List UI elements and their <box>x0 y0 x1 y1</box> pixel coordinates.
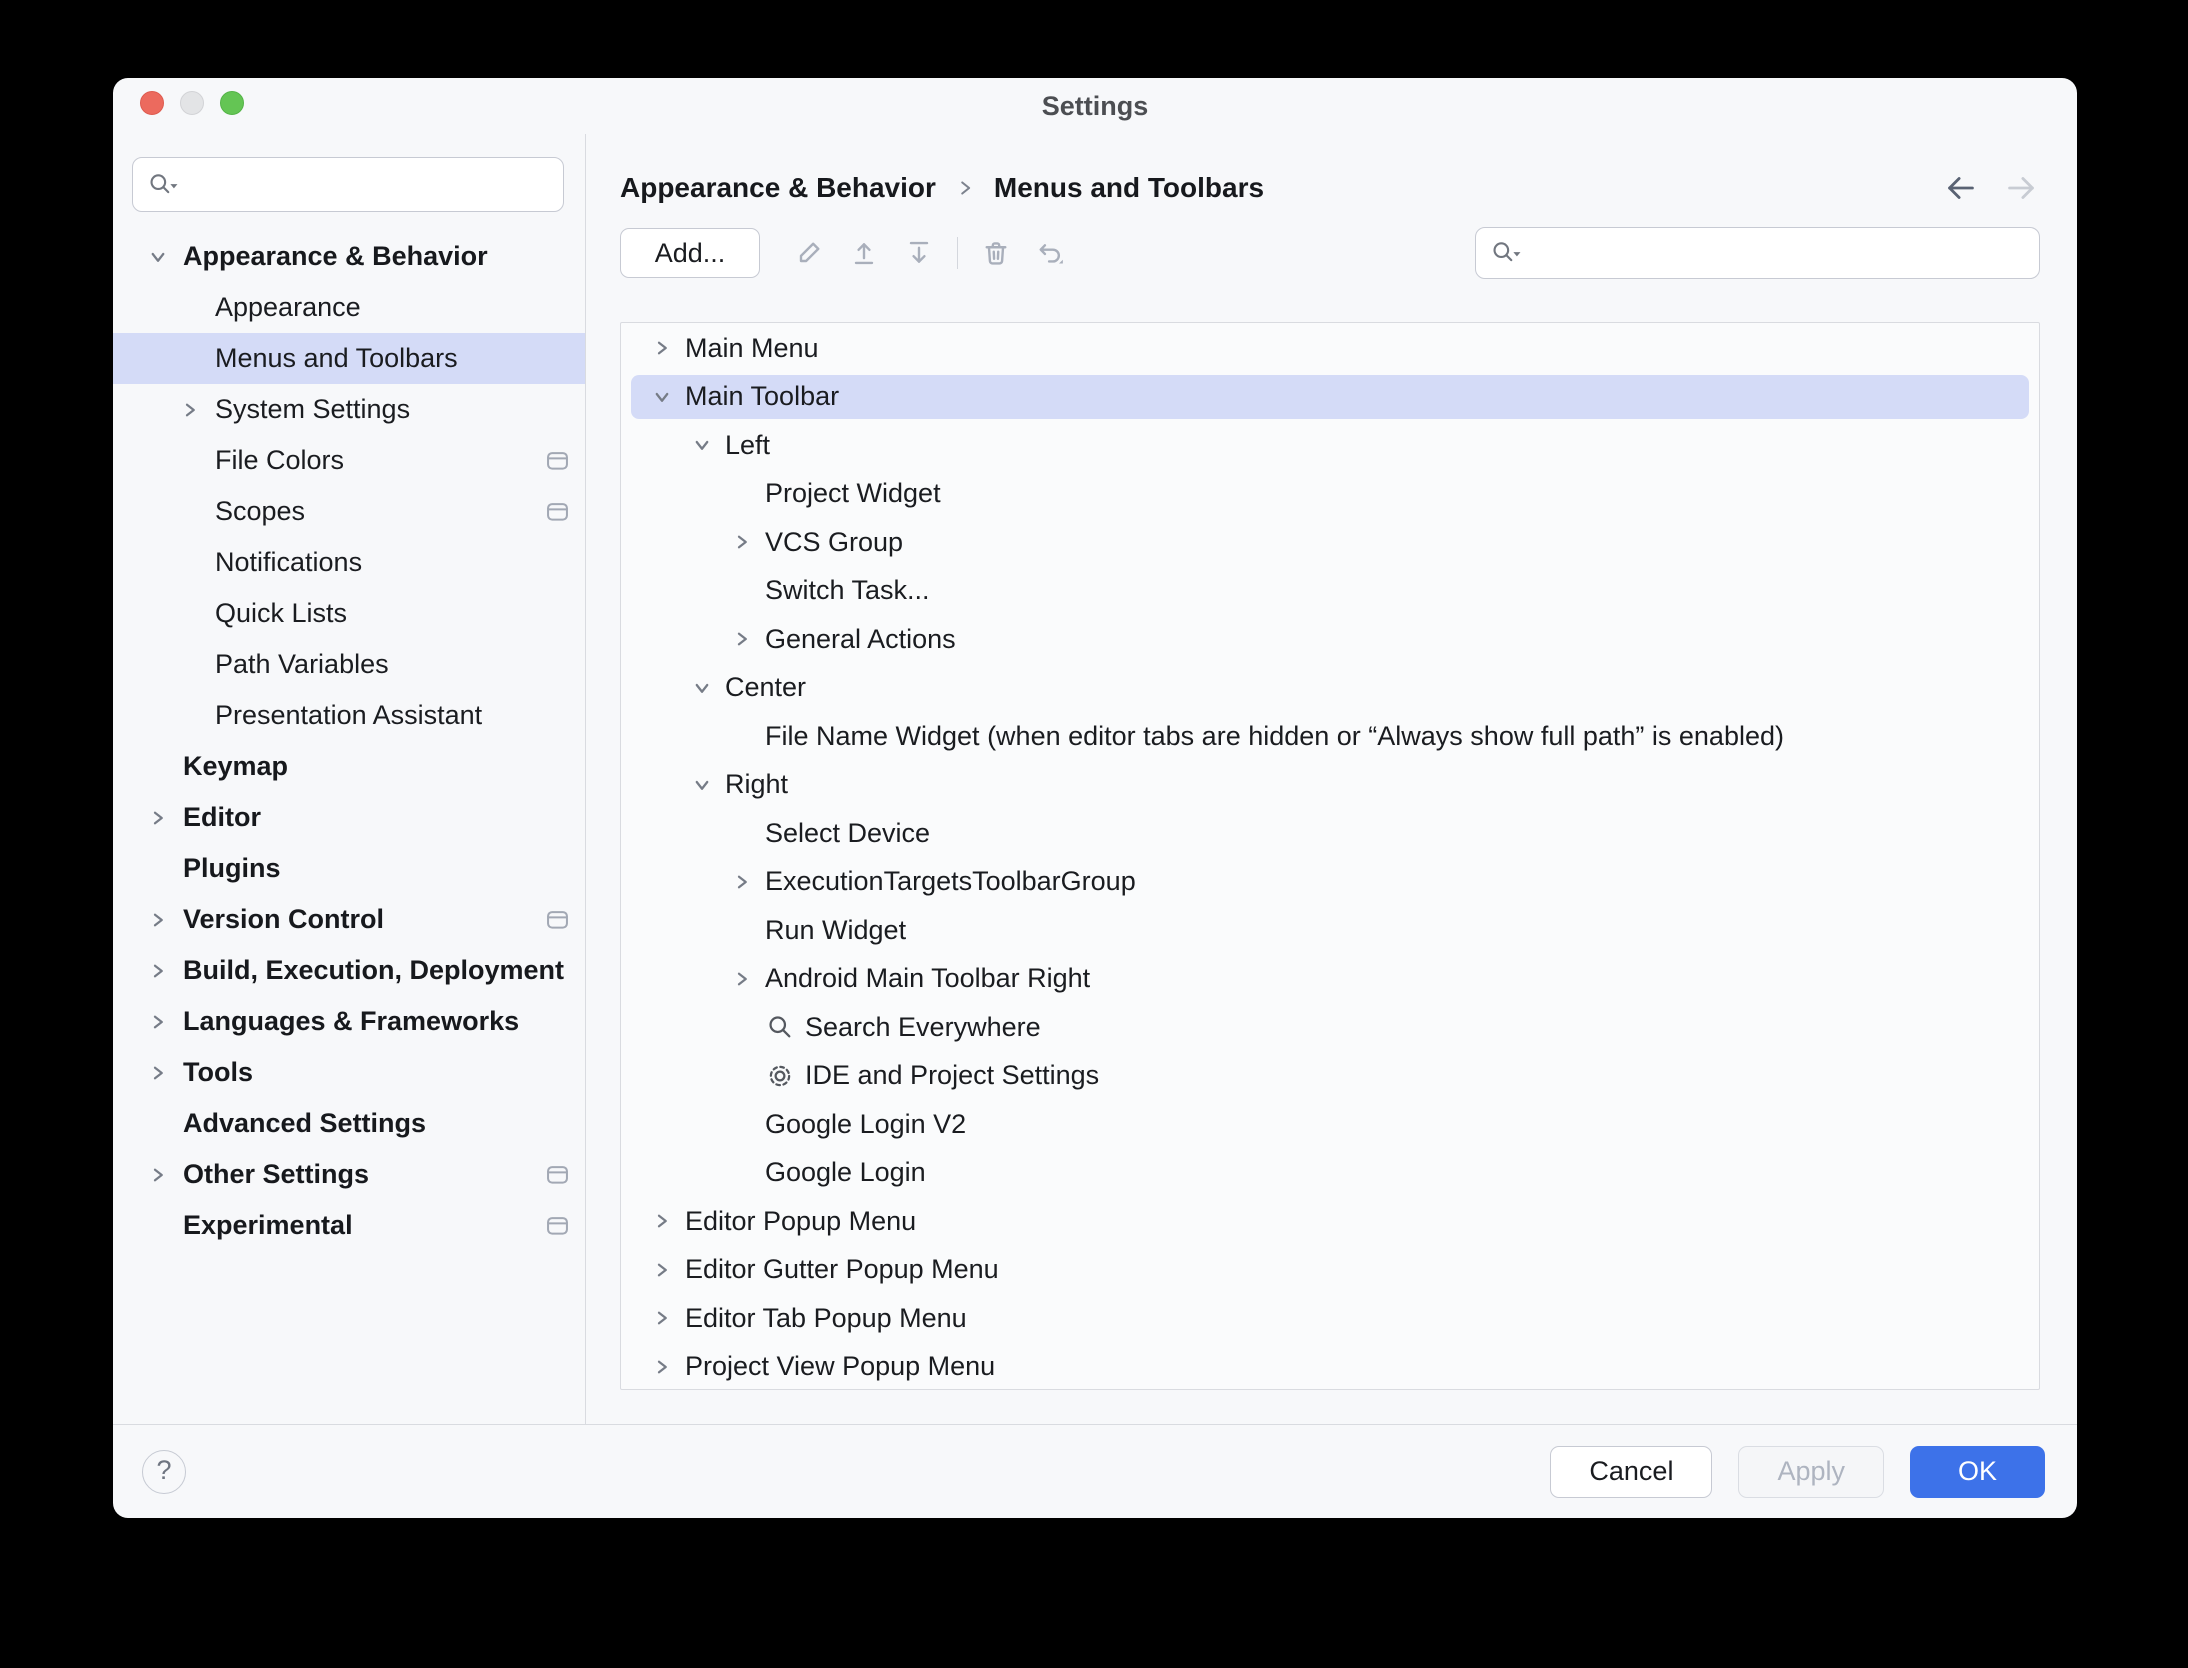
sidebar-item-label: Experimental <box>183 1210 353 1240</box>
toolbar-divider <box>957 237 958 269</box>
tree-row[interactable] <box>621 809 2039 858</box>
window-icon <box>544 906 571 933</box>
window-icon <box>544 447 571 474</box>
tree-row-label: Project View Popup Menu <box>685 1351 996 1382</box>
breadcrumb <box>620 158 2040 218</box>
window-icon <box>544 1212 571 1239</box>
breadcrumb-item-menus-toolbars[interactable]: Menus and Toolbars <box>993 172 1265 203</box>
tree-row[interactable] <box>621 567 2039 616</box>
breadcrumb-separator-icon <box>954 177 976 199</box>
tree-row[interactable] <box>621 1294 2039 1343</box>
ok-button[interactable]: OK <box>1910 1446 2045 1498</box>
tree-row-label: ExecutionTargetsToolbarGroup <box>765 866 1136 897</box>
search-filter-icon[interactable] <box>1490 238 1524 268</box>
sidebar-item-label: Path Variables <box>215 649 389 679</box>
move-up-icon[interactable] <box>847 236 881 270</box>
settings-window <box>113 78 2077 1518</box>
sidebar-item[interactable] <box>113 333 585 384</box>
window-icon <box>544 1161 571 1188</box>
tree-row[interactable] <box>621 712 2039 761</box>
tree-row[interactable] <box>621 906 2039 955</box>
sidebar-item[interactable] <box>113 639 585 690</box>
chevron-right-icon[interactable] <box>647 1258 677 1282</box>
help-button[interactable]: ? <box>142 1450 186 1494</box>
sidebar-item[interactable] <box>113 792 585 843</box>
chevron-right-icon[interactable] <box>727 530 757 554</box>
chevron-right-icon[interactable] <box>145 908 171 932</box>
sidebar-item-label: File Colors <box>215 445 345 475</box>
back-arrow-icon[interactable] <box>1942 169 1980 207</box>
tree-row-label: Search Everywhere <box>805 1011 1041 1042</box>
sidebar-category-list <box>113 231 585 1251</box>
sidebar-item-label: Presentation Assistant <box>215 700 483 730</box>
delete-icon[interactable] <box>979 236 1013 270</box>
tree-row-label: Editor Gutter Popup Menu <box>685 1254 999 1285</box>
chevron-right-icon[interactable] <box>727 627 757 651</box>
tree-row[interactable] <box>621 1246 2039 1295</box>
sidebar-item-label: Build, Execution, Deployment <box>183 955 565 985</box>
sidebar-item-label: Appearance <box>215 292 361 322</box>
sidebar-item-label: Appearance & Behavior <box>183 241 488 271</box>
tree-row-label: Project Widget <box>765 478 941 509</box>
settings-sidebar <box>113 134 585 1424</box>
tree-row-label: VCS Group <box>765 526 904 557</box>
tree-row[interactable] <box>621 1003 2039 1052</box>
tree-row[interactable] <box>621 664 2039 713</box>
tree-row[interactable] <box>621 761 2039 810</box>
tree-row-label: Google Login V2 <box>765 1108 967 1139</box>
tree-row[interactable] <box>621 421 2039 470</box>
tree-row[interactable] <box>621 615 2039 664</box>
sidebar-item[interactable] <box>113 894 585 945</box>
breadcrumb-item-appearance-behavior[interactable]: Appearance & Behavior <box>620 172 936 203</box>
sidebar-search-field[interactable] <box>132 157 564 212</box>
tree-row[interactable] <box>621 1149 2039 1198</box>
sidebar-item-label: Scopes <box>215 496 306 526</box>
zoom-button[interactable] <box>220 91 244 115</box>
titlebar[interactable] <box>113 78 2077 134</box>
tree-row-label: IDE and Project Settings <box>805 1060 1100 1091</box>
add-button[interactable]: Add... <box>620 228 760 278</box>
move-down-icon[interactable] <box>902 236 936 270</box>
chevron-right-icon[interactable] <box>647 1355 677 1379</box>
sidebar-item[interactable] <box>113 1149 585 1200</box>
sidebar-item[interactable] <box>113 1098 585 1149</box>
tree-row-label: Center <box>725 672 807 703</box>
tree-row-label: Right <box>725 769 789 800</box>
apply-button[interactable]: Apply <box>1738 1446 1884 1498</box>
chevron-down-icon[interactable] <box>687 676 717 700</box>
tree-search-field[interactable] <box>1475 227 2040 279</box>
search-icon <box>765 1012 795 1042</box>
sidebar-item[interactable] <box>113 1200 585 1251</box>
gear-icon <box>765 1061 795 1091</box>
tree-row-label: Editor Tab Popup Menu <box>685 1302 967 1333</box>
sidebar-item[interactable] <box>113 843 585 894</box>
close-button[interactable] <box>140 91 164 115</box>
chevron-down-icon[interactable] <box>687 433 717 457</box>
chevron-right-icon[interactable] <box>145 1010 171 1034</box>
tree-row-label: Left <box>725 429 771 460</box>
chevron-right-icon[interactable] <box>145 1061 171 1085</box>
tree-row-label: Android Main Toolbar Right <box>765 963 1091 994</box>
chevron-right-icon[interactable] <box>177 398 203 422</box>
tree-row[interactable] <box>621 373 2039 422</box>
chevron-right-icon[interactable] <box>647 1209 677 1233</box>
sidebar-item-label: Tools <box>183 1057 253 1087</box>
sidebar-item[interactable] <box>113 282 585 333</box>
sidebar-item[interactable] <box>113 945 585 996</box>
sidebar-item-label: Editor <box>183 802 261 832</box>
window-icon <box>544 498 571 525</box>
sidebar-item-label: Menus and Toolbars <box>215 343 458 373</box>
sidebar-item[interactable] <box>113 435 585 486</box>
window-title: Settings <box>1041 90 1149 121</box>
chevron-right-icon[interactable] <box>145 959 171 983</box>
sidebar-item-label: Languages & Frameworks <box>183 1006 520 1036</box>
cancel-button[interactable]: Cancel <box>1550 1446 1712 1498</box>
edit-icon[interactable] <box>792 236 826 270</box>
tree-row[interactable] <box>621 1052 2039 1101</box>
tree-row-label: General Actions <box>765 623 956 654</box>
sidebar-item[interactable] <box>113 486 585 537</box>
chevron-right-icon[interactable] <box>727 870 757 894</box>
minimize-button[interactable] <box>180 91 204 115</box>
tree-row-label: Select Device <box>765 817 931 848</box>
chevron-right-icon[interactable] <box>647 1306 677 1330</box>
sidebar-item[interactable] <box>113 1047 585 1098</box>
tree-row[interactable] <box>621 470 2039 519</box>
sidebar-item-label: Version Control <box>183 904 385 934</box>
tree-row[interactable] <box>621 1343 2039 1391</box>
tree-row-label: Switch Task... <box>765 575 930 606</box>
sidebar-item-label: System Settings <box>215 394 411 424</box>
tree-row-label: Main Toolbar <box>685 381 840 412</box>
chevron-down-icon[interactable] <box>687 773 717 797</box>
sidebar-item[interactable] <box>113 537 585 588</box>
sidebar-item-label: Notifications <box>215 547 363 577</box>
chevron-right-icon[interactable] <box>727 967 757 991</box>
restore-icon[interactable] <box>1034 236 1068 270</box>
settings-content <box>586 134 2077 1424</box>
sidebar-item[interactable] <box>113 690 585 741</box>
sidebar-item[interactable] <box>113 741 585 792</box>
tree-row[interactable] <box>621 324 2039 373</box>
search-filter-icon[interactable] <box>147 170 181 200</box>
tree-row-label: Run Widget <box>765 914 907 945</box>
tree-search-input[interactable] <box>1534 238 2025 269</box>
tree-row-label: Editor Popup Menu <box>685 1205 917 1236</box>
sidebar-item-label: Advanced Settings <box>183 1108 427 1138</box>
sidebar-item-label: Quick Lists <box>215 598 348 628</box>
menus-toolbars-tree <box>620 322 2040 1390</box>
tree-row[interactable] <box>621 955 2039 1004</box>
tree-row-label: Main Menu <box>685 332 819 363</box>
tree-row[interactable] <box>621 518 2039 567</box>
chevron-down-icon[interactable] <box>647 385 677 409</box>
tree-row[interactable] <box>621 858 2039 907</box>
chevron-down-icon[interactable] <box>145 245 171 269</box>
tree-row[interactable] <box>621 1197 2039 1246</box>
sidebar-item[interactable] <box>113 384 585 435</box>
forward-arrow-icon[interactable] <box>2002 169 2040 207</box>
tree-row-label: File Name Widget (when editor tabs are hidden or “Always show full path” is enabled) <box>765 720 1784 751</box>
chevron-right-icon[interactable] <box>647 336 677 360</box>
chevron-right-icon[interactable] <box>145 1163 171 1187</box>
sidebar-item-label: Plugins <box>183 853 281 883</box>
tree-row[interactable] <box>621 1100 2039 1149</box>
sidebar-item-label: Other Settings <box>183 1159 370 1189</box>
tree-row-label: Google Login <box>765 1157 926 1188</box>
actions-toolbar <box>620 228 2040 278</box>
sidebar-item[interactable] <box>113 231 585 282</box>
dialog-footer <box>113 1424 2077 1518</box>
sidebar-item[interactable] <box>113 996 585 1047</box>
chevron-right-icon[interactable] <box>145 806 171 830</box>
sidebar-item[interactable] <box>113 588 585 639</box>
sidebar-search-input[interactable] <box>191 169 549 200</box>
tree-row-list <box>621 324 2039 1390</box>
sidebar-item-label: Keymap <box>183 751 289 781</box>
